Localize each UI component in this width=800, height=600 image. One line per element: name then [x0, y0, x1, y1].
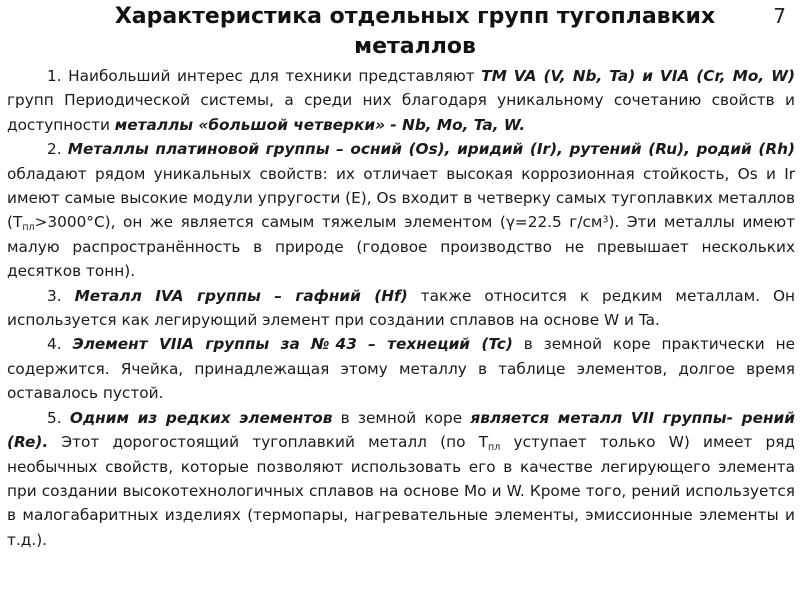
text-run: обладают рядом уникальных свойств: их отличает высокая коррозионная стойкость, Os и Ir имеют самые высокие модули упругости (E), Os входит в четверку самых тугоплавких металлов (Т: [7, 164, 795, 232]
text-run: в земной коре: [332, 408, 471, 427]
text-run: групп Периодической системы, а среди них благодаря уникальному сочетанию свойств и доступности: [7, 91, 795, 134]
paragraph-number: 1.: [47, 67, 62, 85]
paragraph-1: [7, 64, 795, 137]
emphasis-run: Одним из редких элементов: [69, 408, 333, 427]
emphasis-run: является металл VII группы- рений (Re).: [7, 408, 795, 452]
paragraph-5: [7, 406, 795, 552]
superscript-run: 3: [602, 215, 609, 227]
text-run: Этот дорогостоящий тугоплавкий металл (по Т: [48, 433, 489, 452]
paragraph-number: 2.: [47, 140, 62, 159]
emphasis-run: металлы «большой четверки» - Nb, Mo, Ta, W.: [114, 115, 526, 134]
paragraph-number: 5.: [47, 408, 62, 427]
slide-body: [7, 64, 795, 552]
paragraph-number: 3.: [47, 286, 62, 305]
emphasis-run: Элемент VIIA группы за №43 – технеций (Tc): [72, 335, 513, 354]
paragraph-4: [7, 332, 795, 405]
emphasis-run: Металл IVA группы – гафний (Hf): [74, 286, 408, 305]
page-number: 7: [773, 4, 786, 28]
text-run: >3000°C), он же является самым тяжелым элементом (γ=22.5 г/см: [34, 213, 603, 232]
emphasis-run: ТМ VA (V, Nb, Ta) и VIA (Cr, Mo, W): [481, 67, 796, 85]
emphasis-run: Металлы платиновой группы – осний (Os), иридий (Ir), рутений (Ru), родий (Rh): [67, 140, 795, 159]
paragraph-number: 4.: [47, 335, 62, 354]
subscript-run: пл: [22, 222, 35, 234]
paragraph-2: [7, 137, 795, 283]
subscript-run: пл: [488, 441, 501, 453]
text-run: ). Эти металлы имеют малую распространённость в природе (годовое производство не превышает нескольких десятков тонн).: [7, 213, 795, 281]
text-run: уступает только W) имеет ряд необычных свойств, которые позволяют использовать его в качестве легирующего элемента при создании высокотехнологичных сплавов на основе Mo и W. Кроме того, рений используется в малогабаритных изделиях (термопары, нагревательные элементы, эмиссионные элементы и т.д.).: [7, 433, 795, 549]
slide-title: Характеристика отдельных групп тугоплавких металлов: [114, 4, 716, 59]
paragraph-3: [7, 284, 795, 333]
text-run: также относится к редким металлам. Он используется как легирующий элемент при создании сплавов на основе W и Ta.: [7, 286, 795, 330]
text-run: Наибольший интерес для техники представляют: [68, 67, 482, 85]
text-run: в земной коре практически не содержится. Ячейка, принадлежащая этому металлу в таблице элементов, долгое время оставалось пустой.: [7, 335, 795, 403]
